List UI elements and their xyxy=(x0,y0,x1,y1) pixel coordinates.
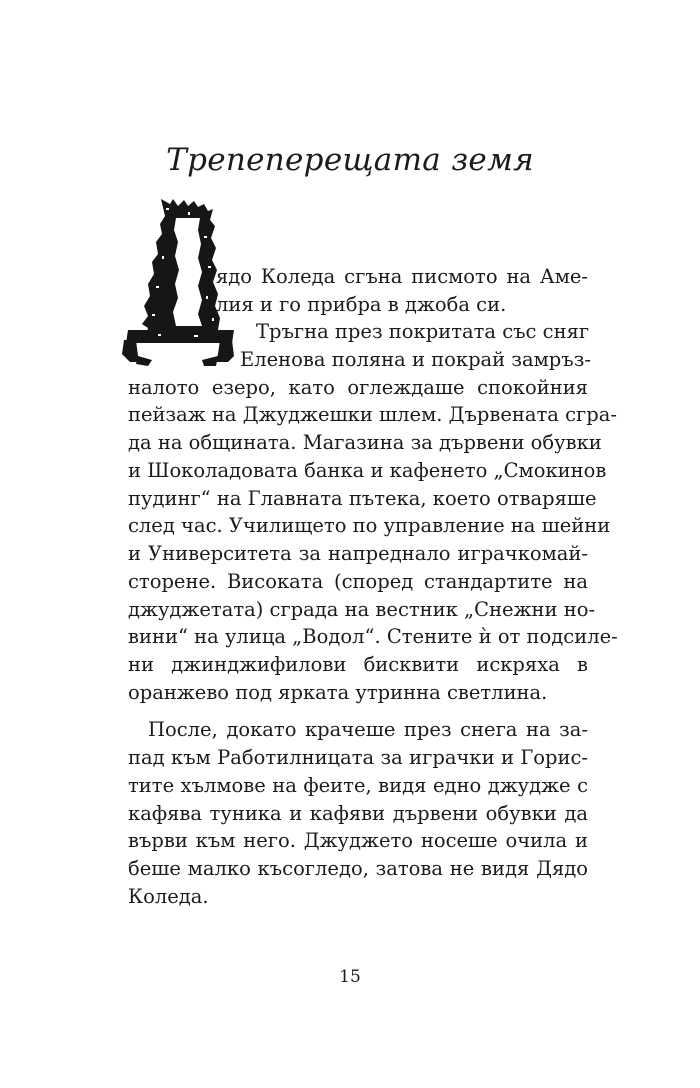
body-line-2: лия и го прибра в джоба си. xyxy=(216,293,507,316)
chapter-title: Трепеперещата земя xyxy=(166,142,534,178)
body-line-22: беше малко късогледо, затова не видя Дядо xyxy=(128,857,588,880)
body-line-4: Еленова поляна и покрай замръз- xyxy=(240,348,591,371)
body-line-13: джуджетата) сграда на вестник „Снежни но- xyxy=(128,598,596,621)
body-line-21: върви към него. Джуджето носеше очила и xyxy=(128,829,588,852)
body-line-10: след час. Училището по управление на шейни xyxy=(128,514,611,537)
body-line-17: После, докато крачеше през снега на за- xyxy=(148,718,588,741)
body-line-11: и Университета за напреднало играчкомай- xyxy=(128,542,588,565)
body-line-19: тите хълмове на феите, видя едно джудже с xyxy=(128,774,588,797)
body-line-3: Тръгна през покритата със сняг xyxy=(256,320,590,343)
body-line-5: налото езеро, като оглеждаше спокойния xyxy=(128,376,588,399)
body-line-16: оранжево под ярката утринна светлина. xyxy=(128,681,548,704)
body-line-18: пад към Работилницата за играчки и Горис- xyxy=(128,746,588,769)
body-line-1: ядо Коледа сгъна писмото на Аме- xyxy=(216,265,588,288)
body-line-7: да на общината. Магазина за дървени обувки xyxy=(128,431,602,454)
body-line-20: кафява туника и кафяви дървени обувки да xyxy=(128,802,588,825)
body-line-14: вини“ на улица „Водол“. Стените ѝ от подсиле- xyxy=(128,625,618,648)
page-number: 15 xyxy=(339,967,361,987)
body-line-9: пудинг“ на Главната пътека, което отваряше xyxy=(128,487,597,510)
body-line-8: и Шоколадовата банка и кафенето „Смокинов xyxy=(128,459,607,482)
body-line-23: Коледа. xyxy=(128,885,209,908)
body-line-12: сторене. Високата (според стандартите на xyxy=(128,570,588,593)
body-line-6: пейзаж на Джуджешки шлем. Дървената сгра- xyxy=(128,403,617,426)
body-line-15: ни джинджифилови бисквити искряха в xyxy=(128,653,588,676)
